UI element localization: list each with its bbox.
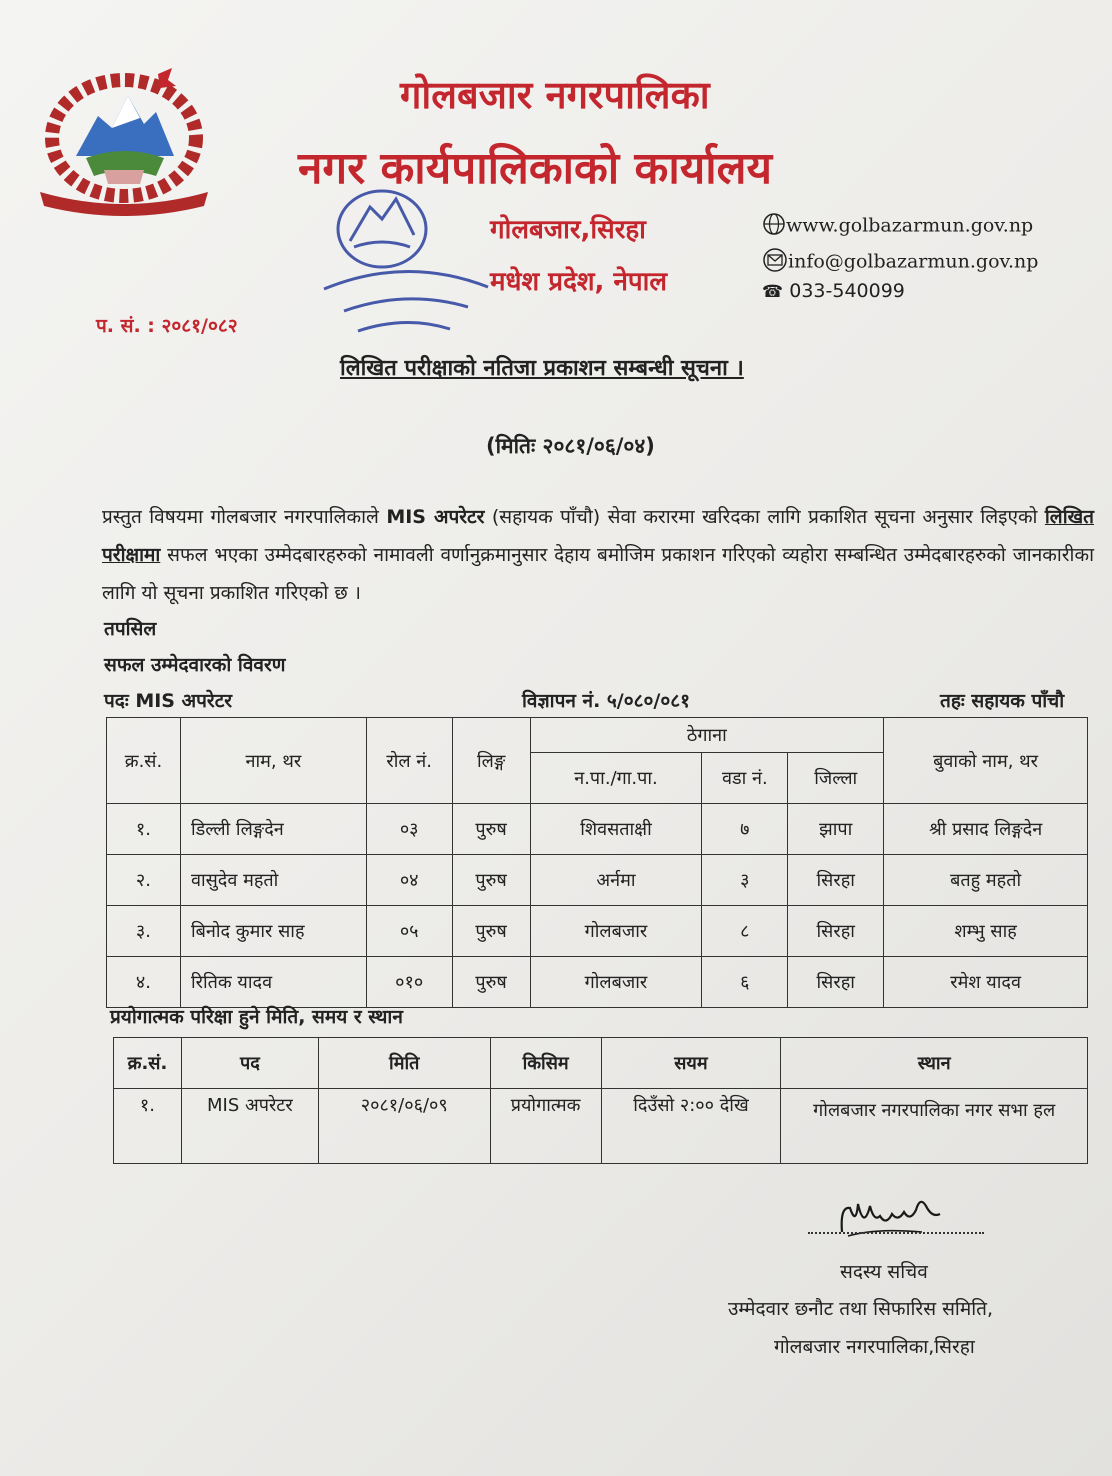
success-heading: सफल उम्मेदवारको विवरण	[104, 654, 286, 676]
cell-ward: ७	[702, 804, 788, 855]
cell-ward: ६	[702, 957, 788, 1008]
cell-roll: ०४	[366, 855, 452, 906]
table-row	[107, 804, 1088, 855]
p-header-time: सयम	[601, 1038, 781, 1089]
cell-sn: १.	[107, 804, 181, 855]
cell-municipality: अर्नमा	[530, 855, 702, 906]
notice-date: (मितिः २०८१/०६/०४)	[486, 434, 655, 458]
reference-number: प. सं. : २०८१/०८२	[96, 315, 238, 337]
p-cell-post: MIS अपरेटर	[181, 1089, 318, 1164]
cell-district: झापा	[788, 804, 884, 855]
p-header-type: किसिम	[490, 1038, 601, 1089]
nepal-emblem-icon	[36, 66, 212, 220]
signatory-office: गोलबजार नगरपालिका,सिरहा	[774, 1336, 975, 1358]
header-ward: वडा नं.	[702, 753, 788, 804]
cell-gender: पुरुष	[452, 804, 530, 855]
website-line	[762, 212, 1033, 241]
header-roll: रोल नं.	[366, 718, 452, 804]
cell-municipality: गोलबजार	[530, 957, 702, 1008]
header-gender: लिङ्ग	[452, 718, 530, 804]
cell-roll: ०५	[366, 906, 452, 957]
cell-sn: ३.	[107, 906, 181, 957]
header-father: बुवाको नाम, थर	[884, 718, 1088, 804]
cell-municipality: शिवसताक्षी	[530, 804, 702, 855]
cell-name: रितिक यादव	[180, 957, 366, 1008]
cell-name: बिनोद कुमार साह	[180, 906, 366, 957]
p-cell-venue: गोलबजार नगरपालिका नगर सभा हल	[781, 1089, 1088, 1164]
cell-father: रमेश यादव	[884, 957, 1088, 1008]
p-cell-sn: १.	[114, 1089, 182, 1164]
tapsil-heading: तपसिल	[104, 618, 157, 640]
municipality-title: गोलबजार नगरपालिका	[400, 73, 710, 117]
cell-sn: २.	[107, 855, 181, 906]
office-title: नगर कार्यपालिकाको कार्यालय	[298, 143, 772, 194]
signatory-title: सदस्य सचिव	[840, 1261, 928, 1283]
p-header-post: पद	[181, 1038, 318, 1089]
phone-line	[762, 280, 905, 302]
cell-gender: पुरुष	[452, 855, 530, 906]
level-label: तहः सहायक पाँचौ	[940, 690, 1065, 712]
mail-icon	[762, 248, 788, 277]
table-row	[107, 957, 1088, 1008]
email-text: info@golbazarmun.gov.np	[788, 250, 1039, 273]
cell-roll: ०१०	[366, 957, 452, 1008]
notice-body	[102, 498, 1094, 612]
p-header-date: मिति	[318, 1038, 490, 1089]
cell-roll: ०३	[366, 804, 452, 855]
body-post: MIS अपरेटर	[386, 506, 485, 528]
cell-gender: पुरुष	[452, 906, 530, 957]
p-cell-type: प्रयोगात्मक	[490, 1089, 601, 1164]
cell-name: डिल्ली लिङ्गदेन	[180, 804, 366, 855]
body-part-3: सफल भएका उम्मेदबारहरुको नामावली वर्णानुक्रमानुसार देहाय बमोजिम प्रकाशन गरिएको व्यहोरा सम्बन्धित उम्मेदबारहरुको जानकारीका लागि यो सूचना प्रकाशित गरिएको छ ।	[102, 544, 1094, 604]
practical-heading: प्रयोगात्मक परिक्षा हुने मिति, समय र स्थान	[110, 1006, 403, 1028]
p-cell-date: २०८१/०६/०९	[318, 1089, 490, 1164]
header-address: ठेगाना	[530, 718, 884, 753]
office-stamp	[318, 185, 494, 345]
cell-district: सिरहा	[788, 906, 884, 957]
post-label: पदः MIS अपरेटर	[104, 690, 233, 712]
body-exam: लिखित परीक्षामा	[102, 506, 1094, 566]
cell-father: श्री प्रसाद लिङ्गदेन	[884, 804, 1088, 855]
globe-icon	[762, 212, 786, 241]
table-row	[107, 906, 1088, 957]
location-line: गोलबजार,सिरहा	[490, 215, 646, 245]
cell-ward: ३	[702, 855, 788, 906]
signature-line	[808, 1232, 984, 1234]
table-row	[107, 855, 1088, 906]
cell-father: शम्भु साह	[884, 906, 1088, 957]
website-text: www.golbazarmun.gov.np	[786, 214, 1034, 237]
province-line: मधेश प्रदेश, नेपाल	[490, 267, 668, 297]
practical-header-row	[114, 1038, 1088, 1089]
email-line	[762, 248, 1038, 277]
p-header-sn: क्र.सं.	[114, 1038, 182, 1089]
header-name: नाम, थर	[180, 718, 366, 804]
signature-mark	[836, 1192, 946, 1248]
phone-icon: ☎	[762, 282, 784, 302]
committee-name: उम्मेदवार छनौट तथा सिफारिस समिति,	[728, 1298, 994, 1320]
cell-sn: ४.	[107, 957, 181, 1008]
header-sn: क्र.सं.	[107, 718, 181, 804]
header-municipality: न.पा./गा.पा.	[530, 753, 702, 804]
header-district: जिल्ला	[788, 753, 884, 804]
cell-municipality: गोलबजार	[530, 906, 702, 957]
table-row	[114, 1089, 1088, 1164]
p-cell-time: दिउँसो २:०० देखि	[601, 1089, 781, 1164]
body-part-2: (सहायक पाँचौ) सेवा करारमा खरिदका लागि प्रकाशित सूचना अनुसार लिइएको	[491, 506, 1038, 528]
table-header-row	[107, 718, 1088, 753]
cell-gender: पुरुष	[452, 957, 530, 1008]
cell-name: वासुदेव महतो	[180, 855, 366, 906]
phone-text: 033-540099	[789, 280, 905, 302]
notice-subject: लिखित परीक्षाको नतिजा प्रकाशन सम्बन्धी सूचना ।	[340, 356, 744, 381]
cell-father: बतहु महतो	[884, 855, 1088, 906]
ad-number: विज्ञापन नं. ५/०८०/०८१	[522, 690, 690, 712]
practical-table	[113, 1037, 1088, 1164]
body-part-1: प्रस्तुत विषयमा गोलबजार नगरपालिकाले	[102, 506, 379, 528]
cell-district: सिरहा	[788, 855, 884, 906]
cell-ward: ८	[702, 906, 788, 957]
candidates-table	[106, 717, 1088, 1008]
p-header-venue: स्थान	[781, 1038, 1088, 1089]
cell-district: सिरहा	[788, 957, 884, 1008]
